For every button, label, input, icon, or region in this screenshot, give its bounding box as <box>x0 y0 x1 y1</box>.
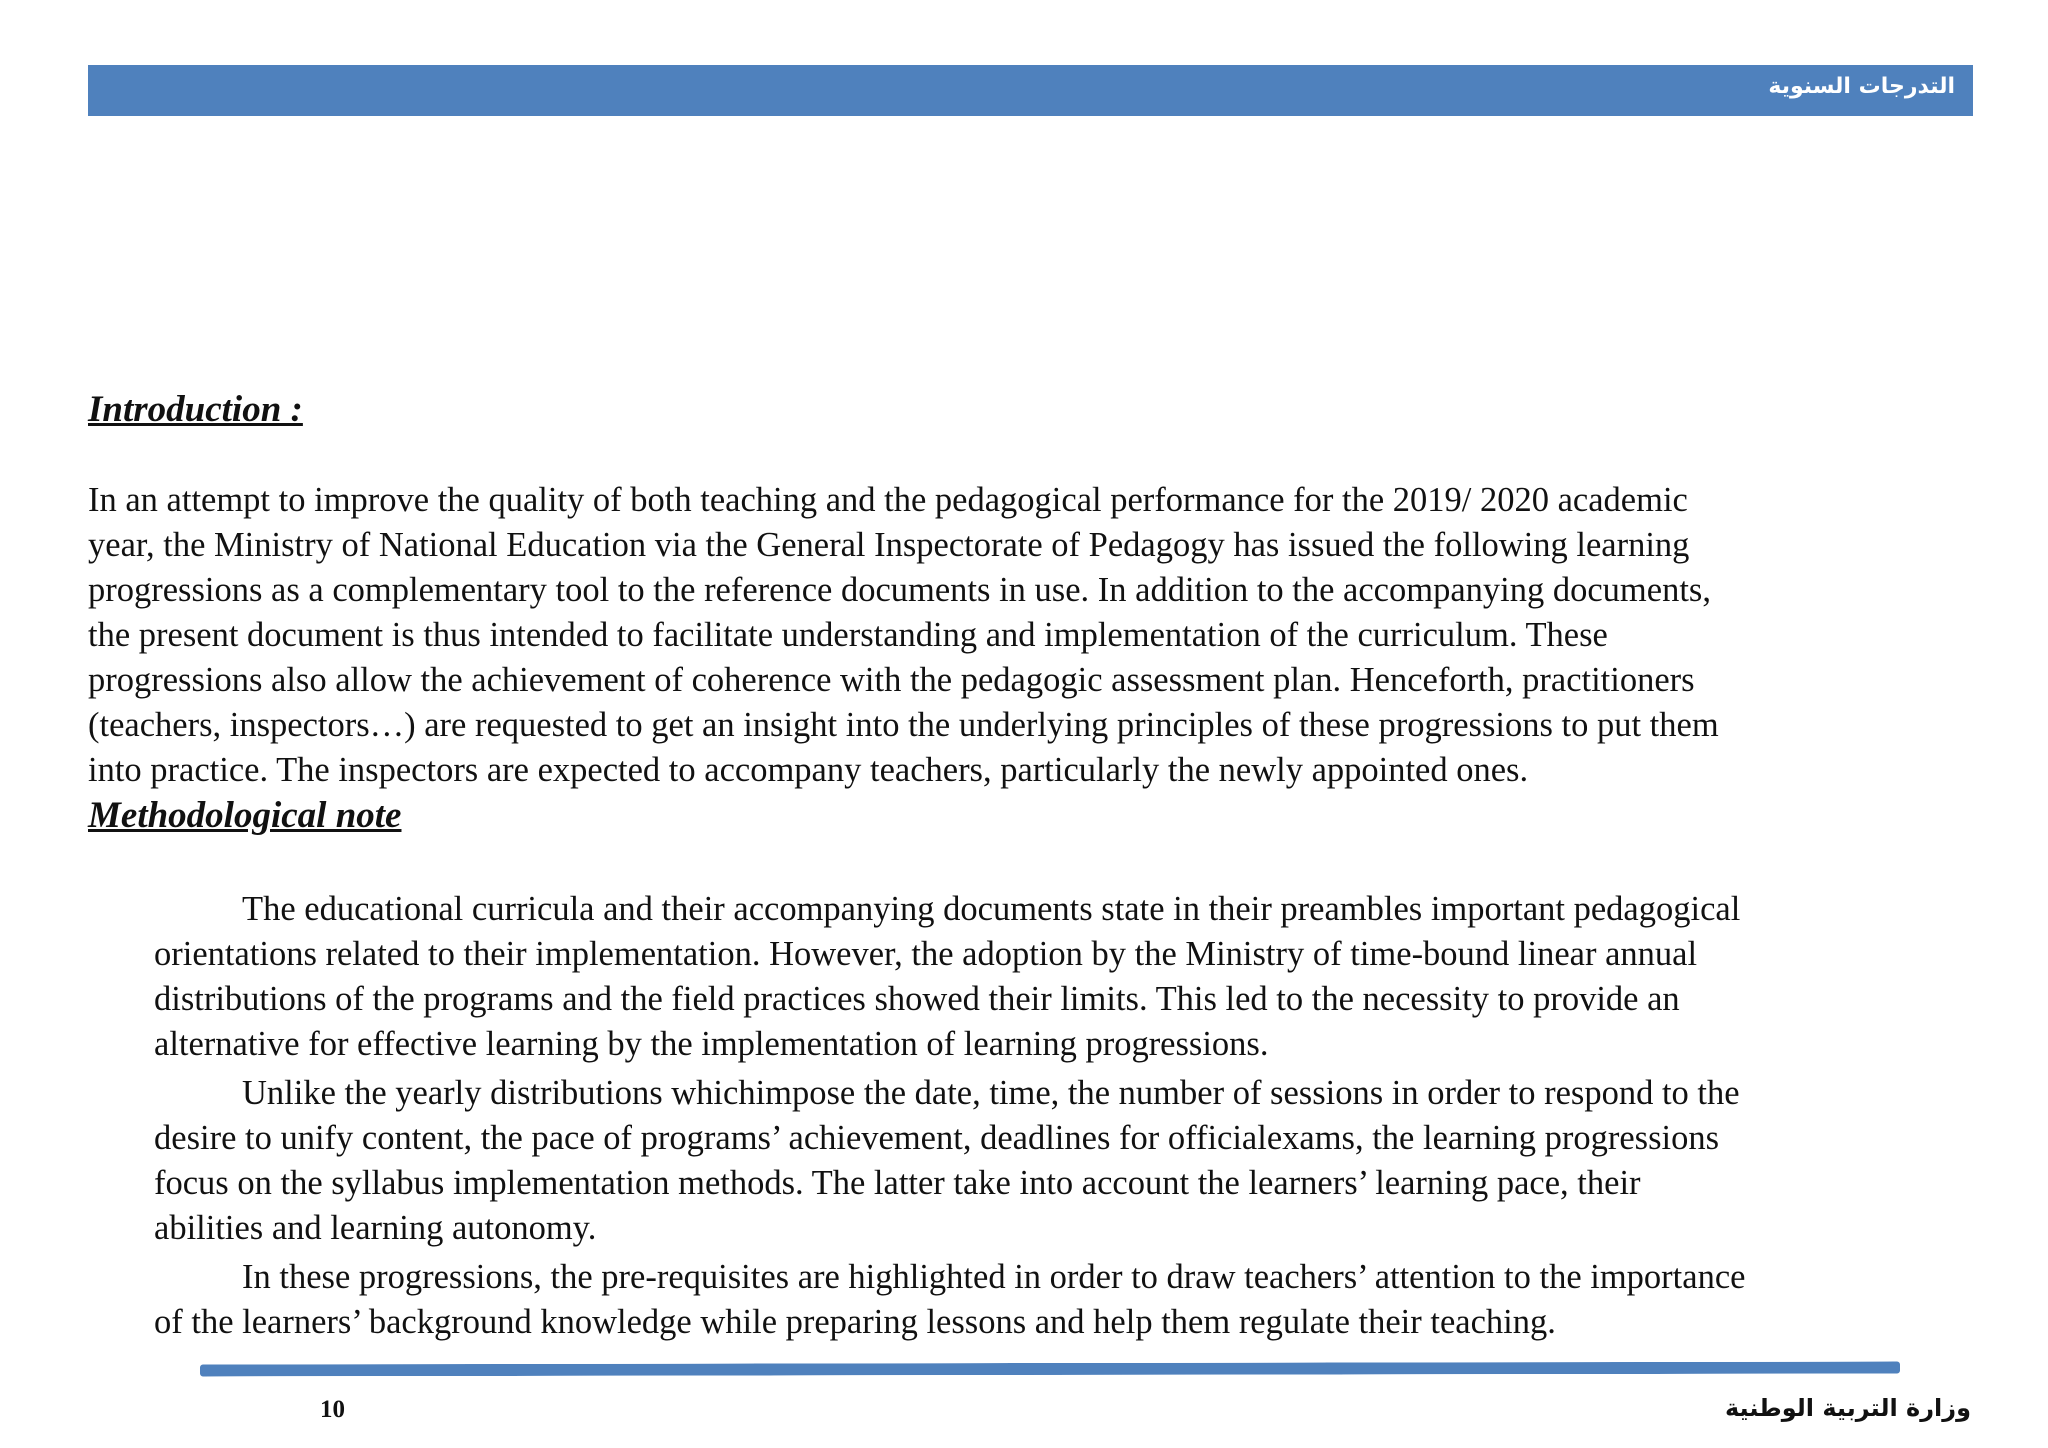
paragraph-line: Unlike the yearly distributions whichimpose the date, time, the number of sessions in order to respond to the <box>242 1074 1740 1112</box>
paragraph-line: desire to unify content, the pace of programs’ achievement, deadlines for officialexams, the learning progressions <box>154 1119 1720 1157</box>
header-bar <box>88 65 1973 116</box>
paragraph-line: focus on the syllabus implementation methods. The latter take into account the learners’ learning pace, their <box>154 1164 1641 1202</box>
methodological-paragraph-1 <box>154 887 1974 1067</box>
paragraph-line: In these progressions, the pre-requisites are highlighted in order to draw teachers’ attention to the importance <box>242 1258 1746 1296</box>
paragraph-line: alternative for effective learning by the implementation of learning progressions. <box>154 1025 1269 1063</box>
introduction-line: In an attempt to improve the quality of both teaching and the pedagogical performance for the 2019/ 2020 academic <box>88 481 1688 519</box>
introduction-line: progressions as a complementary tool to the reference documents in use. In addition to the accompanying documents, <box>88 571 1711 609</box>
introduction-paragraph <box>88 478 1968 793</box>
footer-rule <box>200 1362 1900 1377</box>
methodological-paragraph-2 <box>154 1071 1974 1251</box>
paragraph-line: abilities and learning autonomy. <box>154 1209 597 1247</box>
methodological-paragraph-3 <box>154 1255 1974 1345</box>
methodological-note-body <box>154 887 1974 1349</box>
introduction-line: (teachers, inspectors…) are requested to get an insight into the underlying principles of these progressions to put them <box>88 706 1719 744</box>
introduction-line: the present document is thus intended to facilitate understanding and implementation of the curriculum. These <box>88 616 1608 654</box>
header-title: التدرجات السنوية <box>1768 74 1955 99</box>
ministry-name: وزارة التربية الوطنية <box>1724 1394 1971 1422</box>
introduction-line: into practice. The inspectors are expected to accompany teachers, particularly the newly appointed ones. <box>88 751 1529 789</box>
introduction-line: progressions also allow the achievement of coherence with the pedagogic assessment plan. Henceforth, practitioners <box>88 661 1695 699</box>
paragraph-line: orientations related to their implementation. However, the adoption by the Ministry of time-bound linear annual <box>154 935 1698 973</box>
paragraph-line: of the learners’ background knowledge while preparing lessons and help them regulate their teaching. <box>154 1303 1556 1341</box>
introduction-heading: Introduction : <box>88 389 303 430</box>
page-number: 10 <box>320 1396 345 1423</box>
paragraph-line: The educational curricula and their accompanying documents state in their preambles important pedagogical <box>242 890 1741 928</box>
paragraph-line: distributions of the programs and the field practices showed their limits. This led to the necessity to provide an <box>154 980 1680 1018</box>
methodological-note-heading: Methodological note <box>88 795 402 836</box>
introduction-line: year, the Ministry of National Education via the General Inspectorate of Pedagogy has issued the following learning <box>88 526 1690 564</box>
